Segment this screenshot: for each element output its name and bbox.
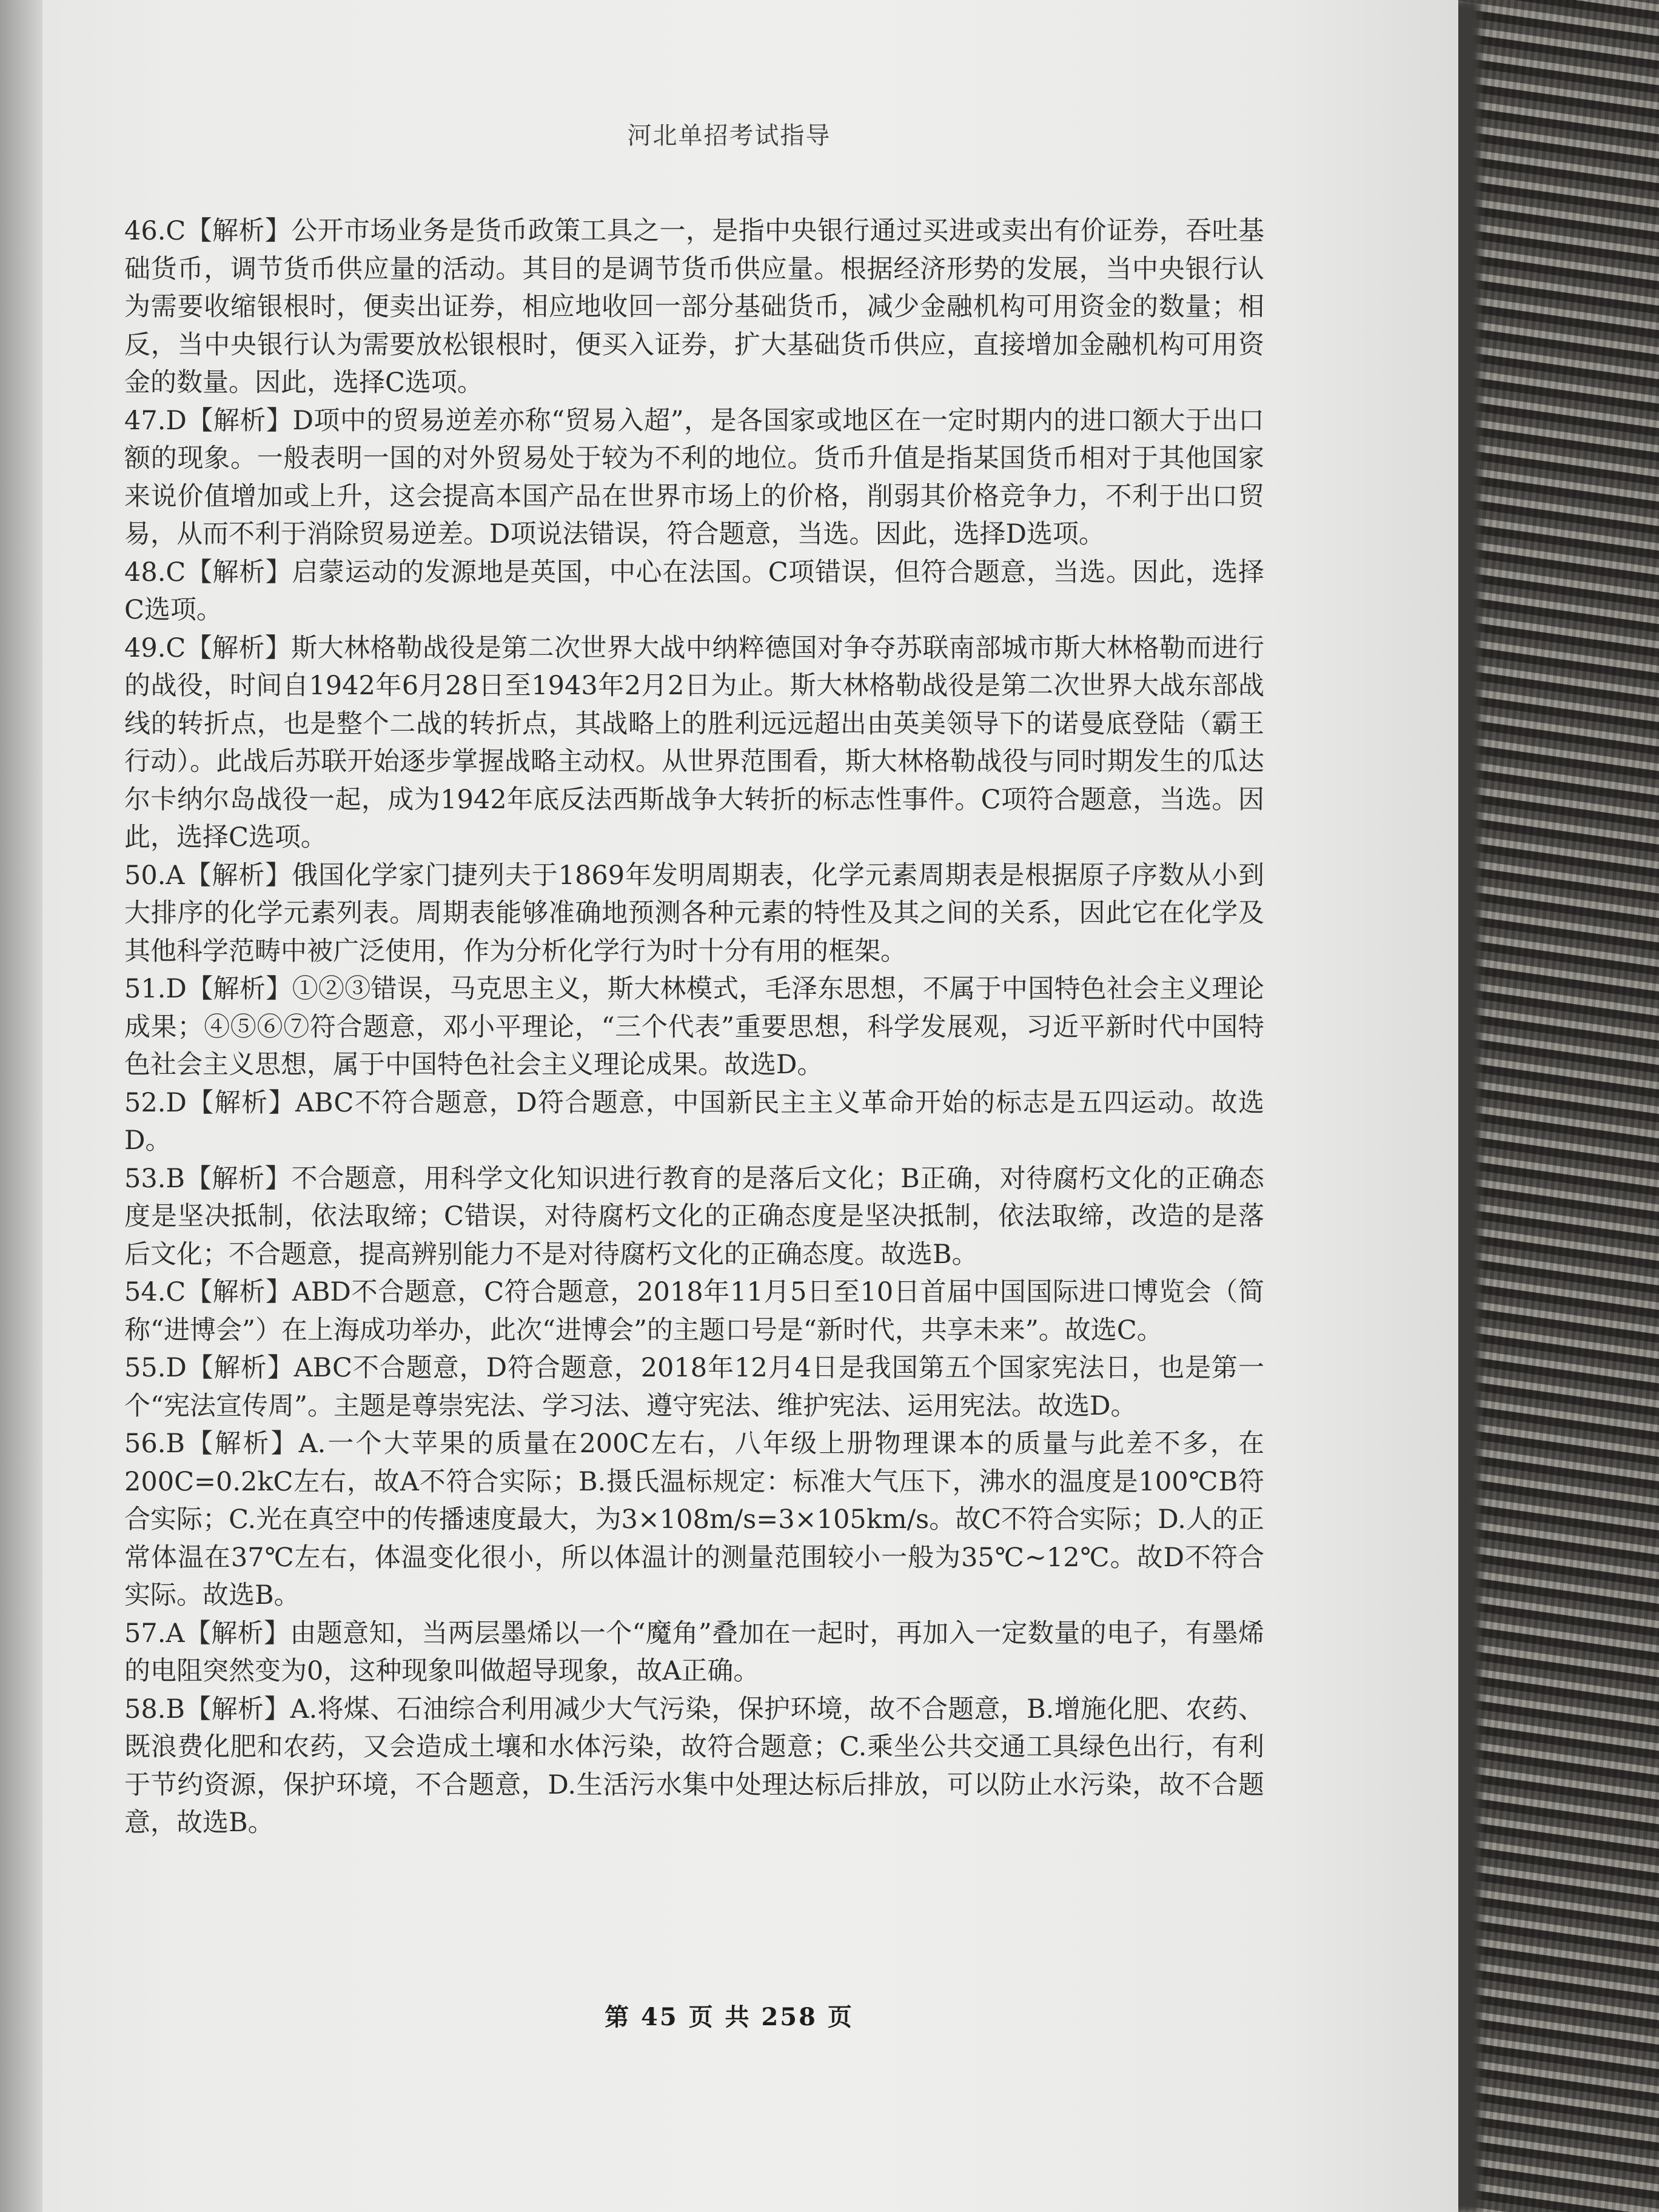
answer-item-57: 57.A【解析】由题意知，当两层墨烯以一个“魔角”叠加在一起时，再加入一定数量的电子，有墨烯的电阻突然变为0，这种现象叫做超导现象，故A正确。 bbox=[124, 1618, 1264, 1686]
answer-item-58: 58.B【解析】A.将煤、石油综合利用减少大气污染，保护环境，故不合题意，B.增施化肥、农药、既浪费化肥和农药，又会造成土壤和水体污染，故符合题意；C.乘坐公共交通工具绿色出行，有利于节约资源，保护环境，不合题意，D.生活污水集中处理达标后排放，可以防止水污染，故不合题意，故选B。 bbox=[124, 1694, 1264, 1838]
answer-item-47: 47.D【解析】D项中的贸易逆差亦称“贸易入超”，是各国家或地区在一定时期内的进口额大于出口额的现象。一般表明一国的对外贸易处于较为不利的地位。货币升值是指某国货币相对于其他国家来说价值增加或上升，这会提高本国产品在世界市场上的价格，削弱其价格竞争力，不利于出口贸易，从而不利于消除贸易逆差。D项说法错误，符合题意，当选。因此，选择D选项。 bbox=[124, 405, 1264, 549]
page-binding-edge bbox=[0, 0, 42, 2212]
answer-item-54: 54.C【解析】ABD不合题意，C符合题意，2018年11月5日至10日首届中国国际进口博览会（简称“进博会”）在上海成功举办，此次“进博会”的主题口号是“新时代，共享未来”。故选C。 bbox=[124, 1277, 1264, 1346]
page-header: 河北单招考试指导 bbox=[627, 122, 831, 150]
answer-item-56: 56.B【解析】A.一个大苹果的质量在200C左右，八年级上册物理课本的质量与此差不多，在200C=0.2kC左右，故A不符合实际；B.摄氏温标规定：标准大气压下，沸水的温度是100℃B符合实际；C.光在真空中的传播速度最大，为3×108m/s=3×105km/s。故C不符合实际；D.人的正常体温在37℃左右，体温变化很小，所以体温计的测量范围较小一般为35℃~12℃。故D不符合实际。故选B。 bbox=[124, 1429, 1264, 1610]
answer-item-55: 55.D【解析】ABC不合题意，D符合题意，2018年12月4日是我国第五个国家宪法日，也是第一个“宪法宣传周”。主题是尊崇宪法、学习法、遵守宪法、维护宪法、运用宪法。故选D。 bbox=[124, 1353, 1264, 1421]
answer-item-48: 48.C【解析】启蒙运动的发源地是英国，中心在法国。C项错误，但符合题意，当选。因此，选择C选项。 bbox=[124, 557, 1264, 625]
answer-item-52: 52.D【解析】ABC不符合题意，D符合题意，中国新民主主义革命开始的标志是五四运动。故选D。 bbox=[124, 1087, 1264, 1156]
answer-item-49: 49.C【解析】斯大林格勒战役是第二次世界大战中纳粹德国对争夺苏联南部城市斯大林格勒而进行的战役，时间自1942年6月28日至1943年2月2日为止。斯大林格勒战役是第二次世界大战东部战线的转折点，也是整个二战的转折点，其战略上的胜利远远超出由英美领导下的诺曼底登陆（霸王行动）。此战后苏联开始逐步掌握战略主动权。从世界范围看，斯大林格勒战役与同时期发生的瓜达尔卡纳尔岛战役一起，成为1942年底反法西斯战争大转折的标志性事件。C项符合题意，当选。因此，选择C选项。 bbox=[124, 632, 1264, 853]
answer-item-50: 50.A【解析】俄国化学家门捷列夫于1869年发明周期表，化学元素周期表是根据原子序数从小到大排序的化学元素列表。周期表能够准确地预测各种元素的特性及其之间的关系，因此它在化学及其他科学范畴中被广泛使用，作为分析化学行为时十分有用的框架。 bbox=[124, 860, 1264, 967]
answer-list bbox=[124, 212, 1264, 1842]
answer-item-51: 51.D【解析】①②③错误，马克思主义，斯大林模式，毛泽东思想，不属于中国特色社会主义理论成果；④⑤⑥⑦符合题意，邓小平理论，“三个代表”重要思想，科学发展观，习近平新时代中国特色社会主义思想，属于中国特色社会主义理论成果。故选D。 bbox=[124, 974, 1264, 1080]
page-footer: 第 45 页 共 258 页 bbox=[605, 2003, 854, 2031]
answer-item-53: 53.B【解析】不合题意，用科学文化知识进行教育的是落后文化；B正确，对待腐朽文化的正确态度是坚决抵制，依法取缔；C错误，对待腐朽文化的正确态度是坚决抵制，依法取缔，改造的是落后文化；不合题意，提高辨别能力不是对待腐朽文化的正确态度。故选B。 bbox=[124, 1163, 1264, 1270]
answer-item-46: 46.C【解析】公开市场业务是货币政策工具之一，是指中央银行通过买进或卖出有价证券，吞吐基础货币，调节货币供应量的活动。其目的是调节货币供应量。根据经济形势的发展，当中央银行认为需要收缩银根时，便卖出证券，相应地收回一部分基础货币，减少金融机构可用资金的数量；相反，当中央银行认为需要放松银根时，便买入证券，扩大基础货币供应，直接增加金融机构可用资金的数量。因此，选择C选项。 bbox=[124, 216, 1264, 398]
